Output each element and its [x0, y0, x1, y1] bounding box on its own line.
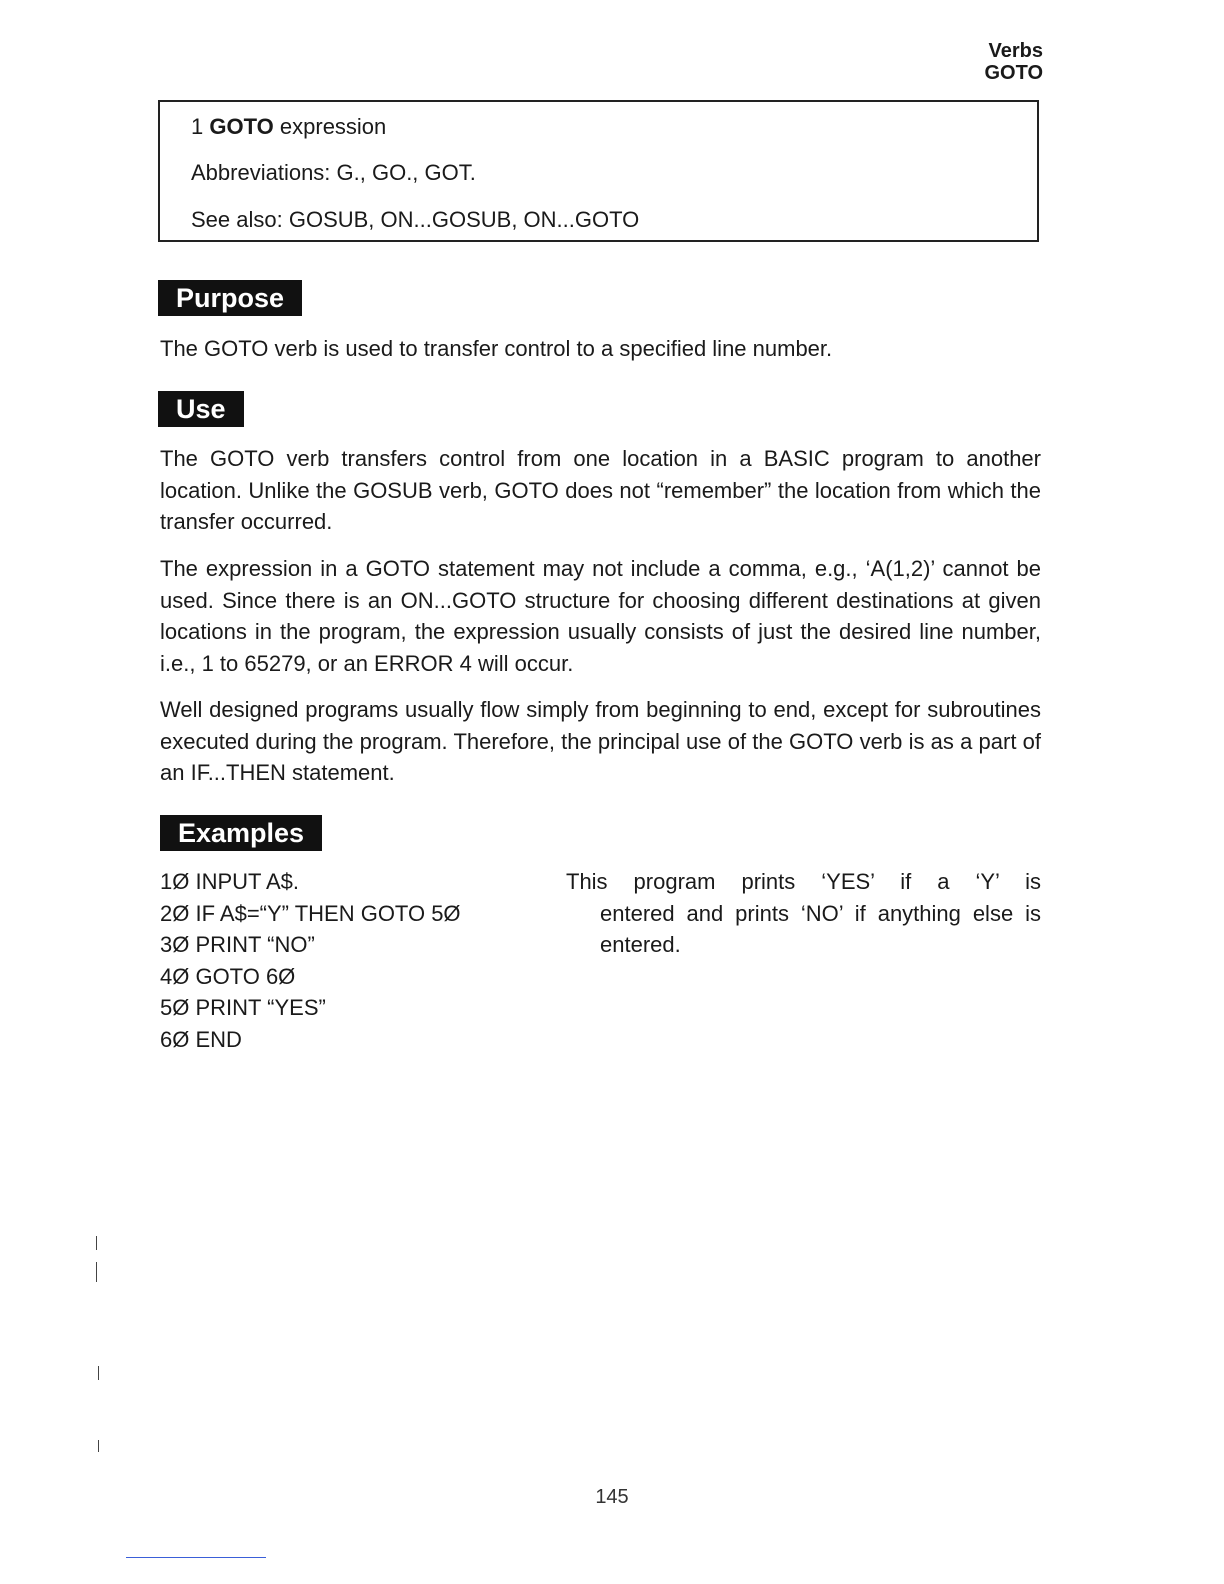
margin-mark — [96, 1262, 97, 1282]
syntax-keyword: GOTO — [209, 114, 274, 139]
running-head-section: Verbs — [988, 40, 1043, 62]
margin-mark — [98, 1440, 99, 1452]
purpose-text: The GOTO verb is used to transfer control to a specified line number. — [160, 336, 833, 361]
margin-mark — [98, 1366, 99, 1380]
code-line: 5Ø PRINT “YES” — [160, 995, 326, 1020]
purpose-heading: Purpose — [158, 280, 302, 316]
margin-mark — [96, 1236, 97, 1250]
use-paragraph-1: The GOTO verb transfers control from one location in a BASIC program to another location. Unlike the GOSUB verb, GOTO does not “remember” the location from which the transfer occurred. — [160, 446, 1041, 534]
see-also-line: See also: GOSUB, ON...GOSUB, ON...GOTO — [191, 207, 640, 232]
code-line: 3Ø PRINT “NO” — [160, 932, 315, 957]
syntax-line — [191, 114, 386, 140]
bottom-rule — [126, 1557, 266, 1558]
abbreviations-line: Abbreviations: G., GO., GOT. — [191, 160, 476, 185]
use-heading: Use — [158, 391, 244, 427]
example-description-first-line: This program prints ‘YES’ if a ‘Y’ is — [566, 869, 1041, 894]
use-paragraph-3: Well designed programs usually flow simply from beginning to end, except for subroutines executed during the program. Therefore, the principal use of the GOTO verb is as a part of an IF...THEN statement. — [160, 697, 1041, 785]
syntax-box — [158, 100, 1039, 242]
code-line: 2Ø IF A$=“Y” THEN GOTO 5Ø — [160, 900, 461, 926]
code-line: 1Ø INPUT A$. — [160, 869, 299, 894]
example-code — [160, 866, 461, 1055]
syntax-argument: expression — [279, 114, 387, 139]
example-description — [566, 866, 1041, 961]
page-number: 145 — [595, 1486, 629, 1508]
running-head-topic: GOTO — [984, 62, 1043, 84]
use-paragraph-2: The expression in a GOTO statement may not include a comma, e.g., ‘A(1,2)’ cannot be used. Since there is an ON...GOTO structure for choosing different destinations at given locations in the program, the expression usually consists of just the desired line number, i.e., 1 to 65279, or an ERROR 4 will occur. — [160, 556, 1041, 676]
examples-heading: Examples — [160, 815, 322, 851]
example-description-rest: entered and prints ‘NO’ if anything else is entered. — [600, 900, 1041, 957]
code-line: 4Ø GOTO 6Ø — [160, 963, 296, 989]
running-head — [984, 40, 1043, 84]
code-line: 6Ø END — [160, 1026, 242, 1052]
syntax-line-number: 1 — [191, 114, 204, 139]
